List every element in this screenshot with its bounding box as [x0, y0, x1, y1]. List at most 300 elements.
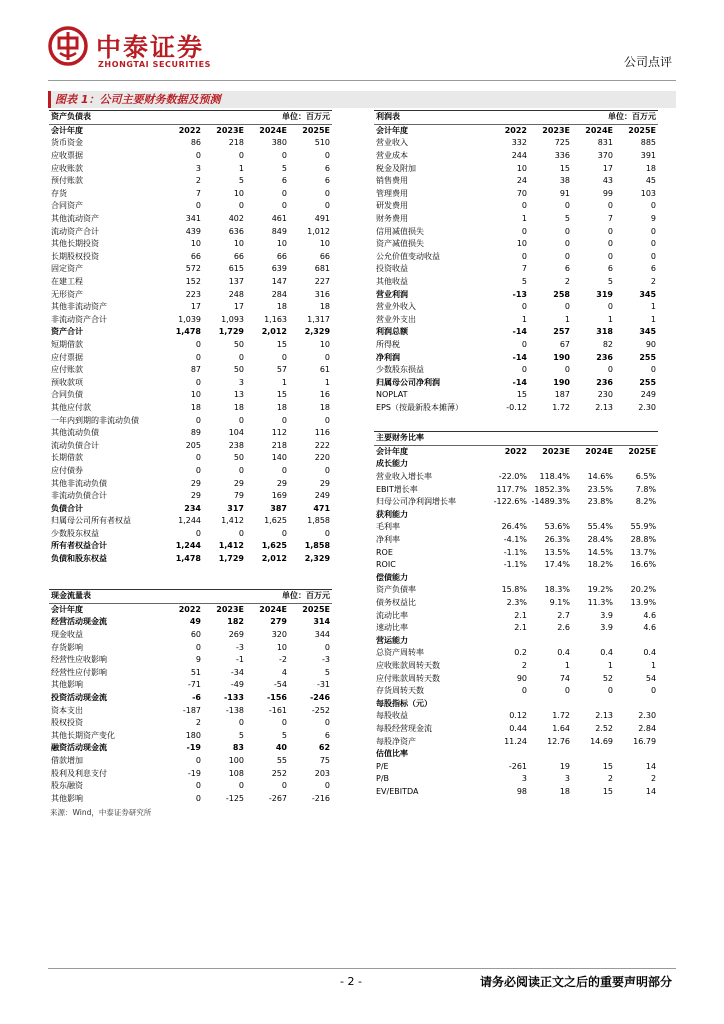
- row-value: 1: [607, 314, 613, 324]
- page-number: - 2 -: [340, 975, 362, 988]
- row-value: 50: [233, 365, 244, 375]
- table-row: [374, 597, 658, 610]
- row-value: 6: [324, 730, 331, 740]
- row-value: 1,244: [178, 516, 201, 526]
- row-label: 合同资产: [51, 201, 83, 211]
- table-row: [49, 301, 332, 314]
- row-value: 332: [511, 138, 527, 148]
- table-row: [49, 339, 332, 352]
- row-value: 10: [276, 642, 287, 652]
- row-value: 222: [314, 440, 331, 450]
- table-title-row: [374, 111, 658, 125]
- row-value: 7: [521, 264, 527, 274]
- row-label: EPS（按最新股本摊薄）: [376, 402, 463, 412]
- table-title: 主要财务比率: [374, 432, 658, 446]
- row-value: 82: [602, 339, 613, 349]
- row-value: 38: [559, 176, 570, 186]
- row-value: 6: [324, 163, 331, 173]
- row-value: 66: [319, 251, 331, 261]
- row-value: 116: [314, 428, 331, 438]
- table-row: [374, 521, 658, 534]
- row-label: 其他影响: [51, 680, 83, 690]
- row-value: 0: [607, 686, 613, 696]
- row-value: 0: [564, 226, 570, 236]
- row-value: 18.2%: [587, 560, 613, 570]
- row-value: 279: [270, 617, 287, 627]
- row-value: 0: [607, 226, 613, 236]
- table-row: [374, 351, 658, 364]
- row-value: 319: [596, 289, 613, 299]
- table-row: [49, 439, 332, 452]
- row-value: 18: [276, 302, 287, 312]
- row-value: 615: [228, 264, 244, 274]
- row-value: 23.8%: [587, 497, 613, 507]
- table-row: [374, 402, 658, 415]
- row-value: 345: [639, 289, 657, 299]
- table-row: [374, 276, 658, 289]
- row-value: -216: [311, 793, 331, 803]
- row-value: 2: [607, 774, 613, 784]
- row-value: 725: [554, 138, 570, 148]
- table-header-row: [49, 603, 332, 616]
- row-value: 190: [553, 352, 570, 362]
- row-value: 2.1: [514, 623, 527, 633]
- row-value: 18: [233, 402, 244, 412]
- row-value: -0.12: [506, 402, 527, 412]
- row-value: 0: [324, 528, 331, 538]
- row-value: 103: [640, 188, 657, 198]
- table-row: [49, 679, 332, 692]
- row-label: 经营活动现金流: [51, 617, 107, 627]
- row-value: 0: [195, 339, 201, 349]
- row-value: -19: [187, 768, 201, 778]
- row-value: 4.6: [643, 610, 657, 620]
- row-value: 0: [564, 686, 570, 696]
- row-value: 10: [319, 339, 331, 349]
- row-value: 0: [281, 465, 287, 475]
- row-value: 0: [281, 718, 287, 728]
- row-label: 流动负债合计: [51, 440, 99, 450]
- row-value: 187: [554, 390, 570, 400]
- table-header-row: [49, 124, 332, 137]
- row-value: 244: [511, 151, 527, 161]
- table-row: [374, 735, 658, 748]
- table-row: [374, 376, 658, 389]
- row-value: 66: [190, 251, 201, 261]
- row-label: 存货: [51, 188, 67, 198]
- table-row: [49, 490, 332, 503]
- row-value: -14: [512, 327, 527, 337]
- row-label: 速动比率: [376, 623, 408, 633]
- row-label: 股权投资: [51, 718, 83, 728]
- row-value: 147: [271, 277, 287, 287]
- row-value: -156: [266, 693, 287, 703]
- row-value: 40: [275, 743, 287, 753]
- table-row: [374, 635, 658, 648]
- table-row: [374, 238, 658, 251]
- row-label: 应收票据: [51, 151, 83, 161]
- row-value: 0: [281, 151, 287, 161]
- unit-label: 单位：百万元: [529, 111, 658, 125]
- row-value: 12.76: [547, 736, 570, 746]
- row-value: 1: [650, 302, 657, 312]
- row-value: 0: [521, 339, 527, 349]
- row-value: 7.8%: [635, 484, 657, 494]
- row-value: 79: [233, 491, 244, 501]
- row-value: 238: [228, 440, 244, 450]
- table-row: [49, 200, 332, 213]
- row-value: 0: [521, 226, 527, 236]
- table-row: [49, 528, 332, 541]
- row-value: 89: [190, 428, 201, 438]
- row-value: 83: [232, 743, 244, 753]
- table-row: [49, 654, 332, 667]
- row-value: 1,858: [304, 541, 331, 551]
- row-value: -14: [512, 377, 527, 387]
- row-value: 66: [276, 251, 287, 261]
- row-value: 0: [607, 302, 613, 312]
- row-value: 20.2%: [630, 585, 657, 595]
- column-header-label: 会计年度: [376, 446, 408, 456]
- table-title-row: [49, 590, 332, 604]
- row-value: 29: [190, 478, 201, 488]
- row-value: 14.5%: [587, 547, 613, 557]
- table-row: [374, 584, 658, 597]
- row-label: 非流动资产合计: [51, 314, 107, 324]
- section-label: 每股指标（元）: [376, 698, 432, 708]
- row-label: 资产减值损失: [376, 239, 424, 249]
- year-header: 2022: [504, 446, 527, 456]
- row-label: 债务权益比: [376, 598, 416, 608]
- row-value: 0: [195, 781, 201, 791]
- row-label: 其他流动负债: [51, 428, 99, 438]
- table-title: 现金流量表: [49, 590, 203, 604]
- table-row: [49, 755, 332, 768]
- row-value: 18: [319, 402, 331, 412]
- table-title-row: [374, 432, 658, 446]
- row-label: P/B: [376, 774, 390, 784]
- row-value: 7: [195, 188, 201, 198]
- table-row: [374, 723, 658, 736]
- row-value: 4.6: [643, 623, 657, 633]
- row-value: 0.4: [557, 648, 570, 658]
- table-row: [374, 647, 658, 660]
- row-value: 66: [233, 251, 244, 261]
- row-value: 19.2%: [587, 585, 613, 595]
- row-value: 1: [324, 377, 331, 387]
- row-value: 257: [553, 327, 570, 337]
- row-value: 10: [190, 390, 201, 400]
- row-value: 249: [314, 491, 331, 501]
- row-label: 现金收益: [51, 630, 83, 640]
- row-label: 应付票据: [51, 352, 83, 362]
- row-value: 1,729: [218, 327, 244, 337]
- row-label: 存货影响: [51, 642, 83, 652]
- row-label: 所有者权益合计: [51, 541, 107, 551]
- row-value: -14: [512, 352, 527, 362]
- row-value: 29: [319, 478, 331, 488]
- row-label: ROE: [376, 547, 393, 557]
- row-value: 6: [564, 264, 570, 274]
- row-label: 预付账款: [51, 176, 83, 186]
- row-value: 8.2%: [635, 497, 657, 507]
- row-label: 投资活动现金流: [51, 693, 107, 703]
- row-label: 营业利润: [376, 289, 408, 299]
- row-label: 税金及附加: [376, 163, 416, 173]
- row-value: 2.7: [557, 610, 570, 620]
- table-row: [374, 162, 658, 175]
- year-header: 2022: [504, 125, 527, 135]
- row-label: 长期股权投资: [51, 251, 99, 261]
- table-row: [49, 793, 332, 806]
- row-value: 43: [602, 176, 613, 186]
- row-value: 98: [516, 786, 527, 796]
- row-value: 0: [521, 365, 527, 375]
- row-value: 13.5%: [544, 547, 570, 557]
- year-header: 2025E: [628, 125, 657, 135]
- table-row: [374, 622, 658, 635]
- row-value: 0: [281, 415, 287, 425]
- row-value: 15: [276, 390, 287, 400]
- row-value: 5: [281, 163, 287, 173]
- row-value: 1.72: [552, 711, 570, 721]
- row-value: 18: [276, 402, 287, 412]
- table-row: [374, 200, 658, 213]
- brand-name-en: ZHONGTAI SECURITIES: [98, 60, 211, 69]
- row-value: 49: [189, 617, 201, 627]
- brand-name-cn: 中泰证券: [96, 33, 205, 62]
- row-value: 18.3%: [544, 585, 570, 595]
- row-label: 归母公司净利润增长率: [376, 497, 456, 507]
- row-value: 510: [314, 138, 331, 148]
- row-label: 营业收入增长率: [376, 472, 432, 482]
- row-value: 0.2: [514, 648, 527, 658]
- row-label: 融资活动现金流: [51, 743, 107, 753]
- table-row: [49, 389, 332, 402]
- row-value: 0: [521, 201, 527, 211]
- row-value: 2,012: [261, 554, 287, 564]
- row-value: 0: [281, 352, 287, 362]
- row-label: 应收账款周转天数: [376, 660, 440, 670]
- table-row: [374, 697, 658, 710]
- row-label: 资产合计: [51, 327, 83, 337]
- row-value: 14: [645, 786, 657, 796]
- row-value: 60: [190, 630, 201, 640]
- row-label: 预收款项: [51, 377, 83, 387]
- row-value: 0.12: [509, 711, 527, 721]
- row-value: 258: [553, 289, 570, 299]
- row-value: 0: [521, 251, 527, 261]
- row-value: 0: [195, 642, 201, 652]
- year-header: 2023E: [216, 604, 244, 614]
- row-label: 销售费用: [376, 176, 408, 186]
- row-value: 29: [276, 478, 287, 488]
- table-row: [374, 471, 658, 484]
- row-label: 营业收入: [376, 138, 408, 148]
- row-value: 0: [195, 453, 201, 463]
- row-value: 2: [195, 718, 201, 728]
- table-row: [374, 251, 658, 264]
- row-label: 营业成本: [376, 151, 408, 161]
- row-value: 15.8%: [501, 585, 527, 595]
- row-value: 99: [602, 188, 613, 198]
- row-value: 345: [639, 327, 657, 337]
- row-value: 0: [238, 352, 244, 362]
- row-value: 1,625: [264, 516, 287, 526]
- row-value: 461: [271, 214, 287, 224]
- row-label: 负债和股东权益: [51, 554, 107, 564]
- table-row: [49, 402, 332, 415]
- year-header: 2025E: [302, 604, 331, 614]
- row-value: 284: [271, 289, 287, 299]
- page-header: [0, 0, 724, 80]
- row-value: 2: [564, 277, 570, 287]
- row-value: 0: [650, 365, 657, 375]
- table-row: [49, 667, 332, 680]
- row-value: 317: [227, 503, 244, 513]
- table-row: [49, 314, 332, 327]
- row-value: 0: [564, 251, 570, 261]
- row-label: 信用减值损失: [376, 226, 424, 236]
- row-label: 流动比率: [376, 610, 408, 620]
- row-value: 0: [324, 718, 331, 728]
- table-row: [374, 672, 658, 685]
- row-value: 90: [516, 673, 527, 683]
- row-value: 91: [559, 188, 570, 198]
- row-label: 应付债券: [51, 465, 83, 475]
- table-row: [374, 314, 658, 327]
- row-label: 其他收益: [376, 277, 408, 287]
- row-value: 74: [559, 673, 570, 683]
- row-value: 10: [233, 239, 244, 249]
- row-value: 182: [227, 617, 244, 627]
- row-value: 11.24: [504, 736, 527, 746]
- row-value: 10: [190, 239, 201, 249]
- year-header: 2023E: [216, 125, 244, 135]
- row-label: 负债合计: [51, 503, 83, 513]
- row-value: 572: [185, 264, 201, 274]
- table-row: [374, 546, 658, 559]
- table-row: [49, 150, 332, 163]
- row-value: 1.64: [552, 723, 570, 733]
- row-value: 0: [281, 188, 287, 198]
- row-value: 370: [597, 151, 613, 161]
- row-value: 0: [521, 302, 527, 312]
- table-row: [374, 225, 658, 238]
- row-value: 1,858: [307, 516, 331, 526]
- row-value: 17.4%: [544, 560, 570, 570]
- row-value: 169: [271, 491, 287, 501]
- row-value: -261: [508, 761, 527, 771]
- cash-flow-table: [49, 589, 332, 805]
- row-label: 总资产周转率: [376, 648, 424, 658]
- row-value: 230: [597, 390, 613, 400]
- row-value: 205: [185, 440, 201, 450]
- row-label: 少数股东损益: [376, 365, 424, 375]
- row-value: -161: [268, 705, 287, 715]
- year-header: 2023E: [542, 446, 570, 456]
- row-value: 29: [233, 478, 244, 488]
- row-value: 0: [607, 201, 613, 211]
- row-value: 0: [607, 251, 613, 261]
- row-value: 55.9%: [630, 522, 657, 532]
- row-value: 1: [238, 163, 244, 173]
- row-value: 14.6%: [587, 472, 613, 482]
- row-value: 16.6%: [630, 560, 657, 570]
- row-value: 5: [238, 176, 244, 186]
- table-row: [49, 452, 332, 465]
- row-label: 经营性应收影响: [51, 655, 107, 665]
- row-value: 0: [195, 377, 201, 387]
- row-label: 应付账款: [51, 365, 83, 375]
- table-row: [374, 364, 658, 377]
- row-value: 52: [602, 673, 613, 683]
- table-row: [49, 730, 332, 743]
- row-label: 资本支出: [51, 705, 83, 715]
- year-header: 2025E: [628, 446, 657, 456]
- row-value: 2.52: [595, 723, 613, 733]
- table-row: [49, 767, 332, 780]
- section-label: 营运能力: [376, 635, 408, 645]
- row-value: 13.7%: [630, 547, 657, 557]
- row-value: 2,329: [304, 554, 331, 564]
- row-label: 应付账款周转天数: [376, 673, 440, 683]
- row-value: 0: [324, 352, 331, 362]
- row-value: 29: [190, 491, 201, 501]
- row-value: 0: [195, 201, 201, 211]
- row-value: 0: [281, 528, 287, 538]
- table-row: [374, 301, 658, 314]
- row-label: 其他非流动资产: [51, 302, 107, 312]
- table-row: [374, 786, 658, 799]
- row-value: 10: [276, 239, 287, 249]
- zhongtai-logo-icon: [48, 26, 88, 66]
- row-value: 10: [516, 239, 527, 249]
- row-value: 75: [319, 756, 331, 766]
- row-value: 0: [195, 793, 201, 803]
- row-value: 90: [645, 339, 657, 349]
- row-value: 16.79: [633, 736, 657, 746]
- row-value: 26.3%: [544, 535, 570, 545]
- row-value: 1,093: [221, 314, 244, 324]
- row-value: 180: [185, 730, 201, 740]
- row-value: 0: [564, 365, 570, 375]
- row-value: 54: [645, 673, 657, 683]
- row-value: 220: [314, 453, 331, 463]
- row-value: -2: [279, 655, 287, 665]
- row-value: 3.9: [600, 623, 613, 633]
- row-value: 1,478: [175, 327, 201, 337]
- row-value: 18: [190, 402, 201, 412]
- row-value: -1.1%: [503, 547, 527, 557]
- year-header: 2023E: [542, 125, 570, 135]
- row-value: 2: [521, 660, 527, 670]
- table-row: [49, 515, 332, 528]
- column-header-label: 会计年度: [51, 604, 83, 614]
- table-header-row: [374, 445, 658, 458]
- table-row: [374, 150, 658, 163]
- section-label: 成长能力: [376, 459, 408, 469]
- row-value: 17: [233, 302, 244, 312]
- row-value: 223: [185, 289, 201, 299]
- row-value: 0.4: [643, 648, 657, 658]
- row-value: 1,625: [261, 541, 287, 551]
- row-value: 0: [324, 781, 331, 791]
- row-value: 6: [324, 176, 331, 186]
- row-value: -49: [230, 680, 244, 690]
- row-value: 1,317: [307, 314, 331, 324]
- row-value: 0: [238, 465, 244, 475]
